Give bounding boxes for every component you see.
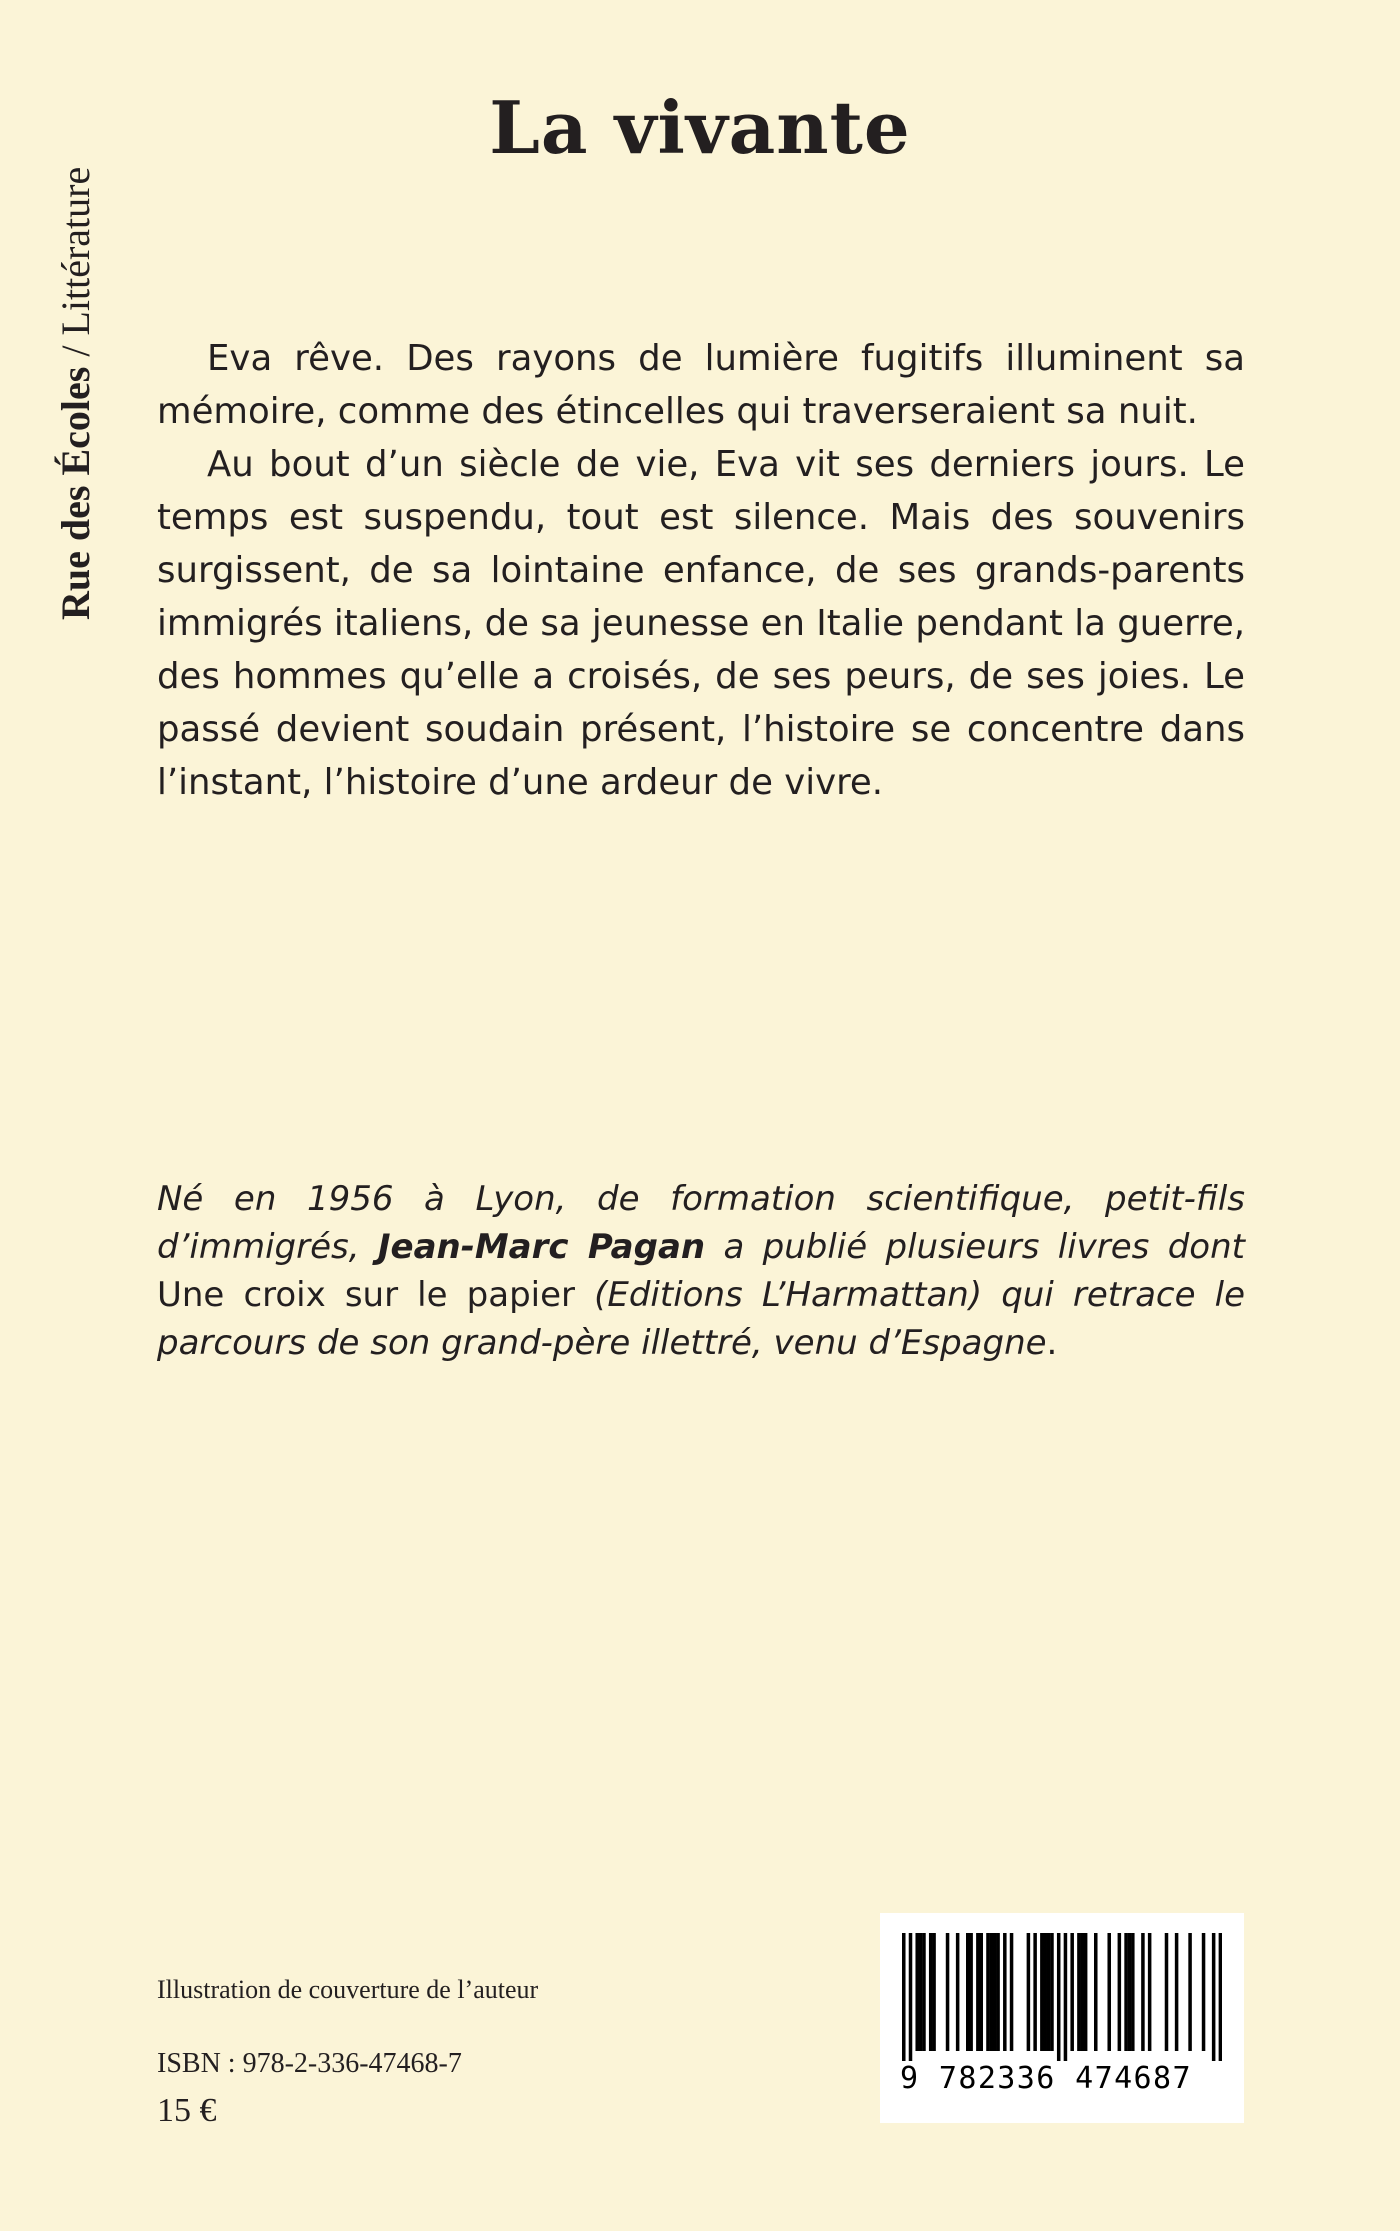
barcode-bar xyxy=(1033,1933,1037,2051)
barcode-bar xyxy=(979,1933,983,2051)
barcode xyxy=(880,1913,1244,2123)
barcode-bar xyxy=(1070,1933,1074,2051)
barcode-bar xyxy=(990,1933,994,2051)
barcode-bar xyxy=(1141,1933,1145,2051)
illustration-credit: Illustration de couverture de l’auteur xyxy=(157,1975,539,2004)
barcode-bar xyxy=(1010,1933,1014,2051)
isbn-number: ISBN : 978-2-336-47468-7 xyxy=(157,2048,462,2079)
barcode-bar xyxy=(1043,1933,1047,2051)
barcode-bar xyxy=(929,1933,933,2051)
barcode-bar xyxy=(1188,1933,1192,2051)
book-blurb xyxy=(157,332,1245,809)
barcode-bar xyxy=(1219,1933,1222,2061)
barcode-bar xyxy=(1027,1933,1031,2051)
series-category: Littérature xyxy=(53,166,98,336)
barcode-bar xyxy=(1118,1933,1122,2051)
barcode-bar xyxy=(946,1933,950,2051)
barcode-bar xyxy=(909,1933,913,2061)
spine-text xyxy=(53,166,98,620)
bio-text-1: Né en 1956 à Lyon, de formation scientifique, petit-fils d’immigrés, xyxy=(157,1179,1245,1267)
barcode-bar xyxy=(1107,1933,1111,2051)
barcode-bar xyxy=(1131,1933,1135,2051)
barcode-digits: 9 782336 474687 xyxy=(900,2061,1192,2096)
bio-text-3: (Editions L’Harmattan) qui retrace le parcours de son grand-père illettré, venu d’Espagne xyxy=(157,1275,1245,1363)
price: 15 € xyxy=(157,2092,217,2129)
barcode-bar xyxy=(976,1933,980,2051)
barcode-bar xyxy=(1057,1933,1061,2061)
barcode-bar xyxy=(1094,1933,1098,2051)
barcode-bar xyxy=(1040,1933,1044,2051)
barcode-bar xyxy=(915,1933,919,2051)
barcode-bars xyxy=(902,1933,1222,2061)
barcode-bar xyxy=(1077,1933,1081,2051)
series-name: Rue des Écoles xyxy=(53,366,98,620)
barcode-bar xyxy=(932,1933,936,2051)
bio-end: . xyxy=(1046,1323,1058,1363)
blurb-paragraph-2: Au bout d’un siècle de vie, Eva vit ses derniers jours. Le temps est suspendu, tout est silence. Mais des souvenirs surgissent, de sa lointaine enfance, de ses grands-parents immigrés italiens, de sa jeunesse en Italie pendant la guerre, des hommes qu’elle a croisés, de ses peurs, de ses joies. Le passé devient soudain présent, l’histoire se concentre dans l’instant, l’histoire d’une ardeur de vivre. xyxy=(157,444,1245,803)
spine-separator: / xyxy=(53,335,98,367)
barcode-bar xyxy=(1047,1933,1051,2051)
barcode-bar xyxy=(956,1933,960,2051)
barcode-bar xyxy=(966,1933,970,2051)
barcode-bar xyxy=(902,1933,906,2061)
barcode-bar xyxy=(986,1933,990,2051)
barcode-bar xyxy=(1128,1933,1132,2051)
barcode-bar xyxy=(1165,1933,1169,2051)
blurb-paragraph-1: Eva rêve. Des rayons de lumière fugitifs illuminent sa mémoire, comme des étincelles qui traverseraient sa nuit. xyxy=(157,338,1245,432)
barcode-bar xyxy=(1212,1933,1216,2061)
barcode-bar xyxy=(969,1933,973,2051)
other-book-title: Une croix sur le papier xyxy=(157,1275,575,1315)
author-name: Jean-Marc Pagan xyxy=(377,1227,706,1267)
barcode-bar xyxy=(1175,1933,1179,2051)
barcode-bar xyxy=(1124,1933,1128,2051)
author-bio xyxy=(157,1175,1245,1367)
barcode-bar xyxy=(1202,1933,1206,2051)
barcode-bar xyxy=(996,1933,1000,2051)
bio-text-2: a publié plusieurs livres dont xyxy=(705,1227,1245,1267)
barcode-bar xyxy=(1148,1933,1152,2051)
barcode-bar xyxy=(919,1933,923,2051)
barcode-bar xyxy=(1081,1933,1085,2051)
barcode-bar xyxy=(1003,1933,1007,2051)
barcode-bar xyxy=(1084,1933,1088,2051)
book-title: La vivante xyxy=(489,85,911,170)
barcode-bar xyxy=(1064,1933,1068,2061)
barcode-bar xyxy=(922,1933,926,2051)
barcode-bar xyxy=(1050,1933,1054,2051)
barcode-bar xyxy=(993,1933,997,2051)
